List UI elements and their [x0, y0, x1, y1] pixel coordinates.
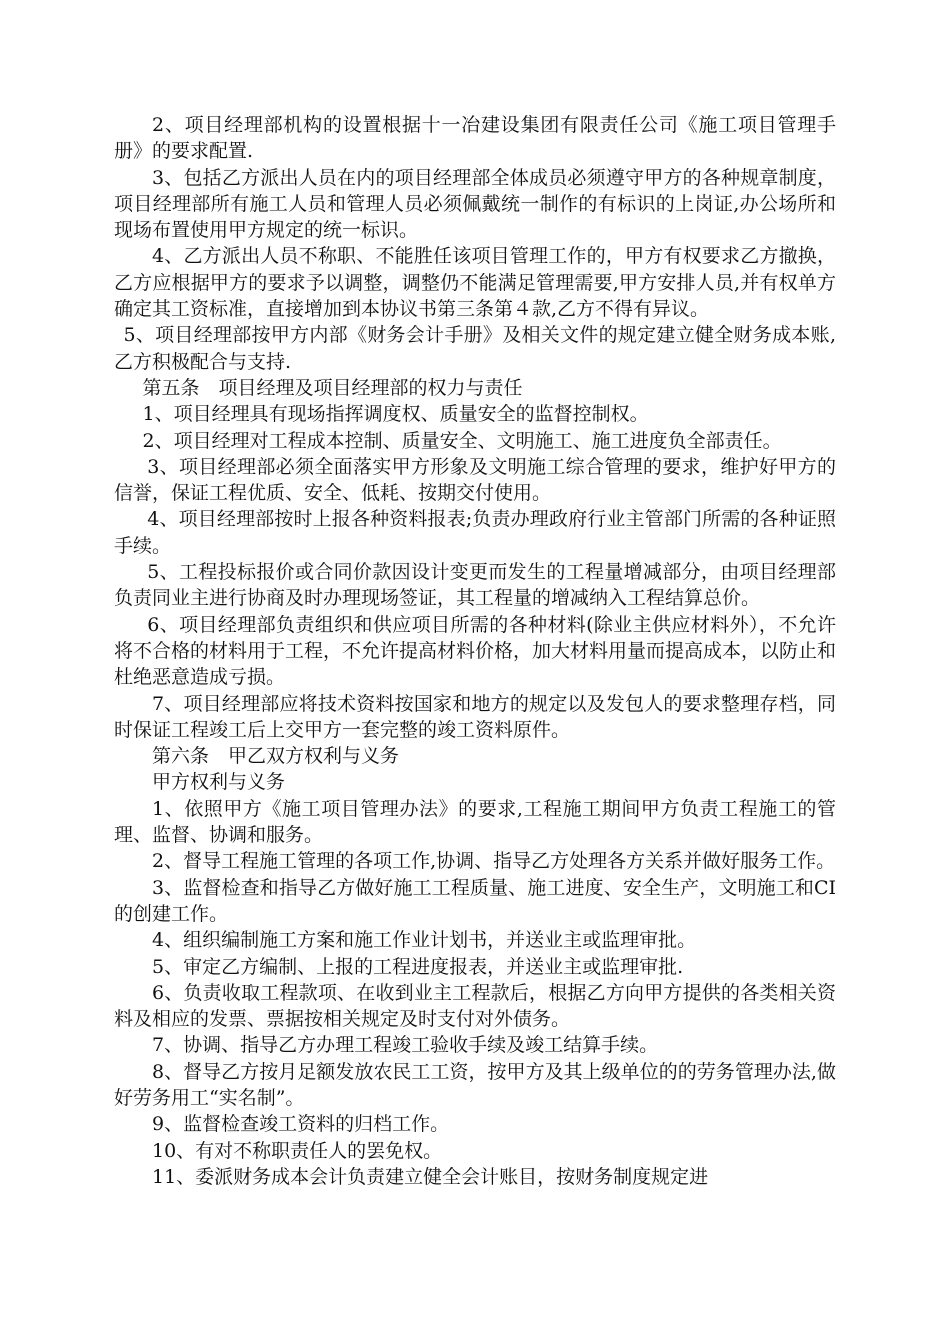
paragraph-4-3: 3、包括乙方派出人员在内的项目经理部全体成员必须遵守甲方的各种规章制度，项目经理部所有施工人员和管理人员必须佩戴统一制作的有标识的上岗证,办公场所和现场布置使用甲方规定的统一标识。	[114, 166, 836, 242]
paragraph-6-4: 4、组织编制施工方案和施工作业计划书，并送业主或监理审批。	[152, 929, 697, 952]
paragraph-5-3: 3、项目经理部必须全面落实甲方形象及文明施工综合管理的要求，维护好甲方的信誉，保证工程优质、安全、低耗、按期交付使用。	[114, 455, 836, 505]
paragraph-6-2: 2、督导工程施工管理的各项工作,协调、指导乙方处理各方关系并做好服务工作。	[152, 850, 836, 873]
paragraph-6-8: 8、督导乙方按月足额发放农民工工资，按甲方及其上级单位的的劳务管理办法,做好劳务用工“实名制”。	[114, 1060, 836, 1109]
paragraph-6-9: 9、监督检查竣工资料的归档工作。	[152, 1113, 450, 1136]
paragraph-6-5: 5、审定乙方编制、上报的工程进度报表，并送业主或监理审批.	[152, 955, 684, 978]
paragraph-6-10: 10、有对不称职责任人的罢免权。	[152, 1139, 443, 1162]
article-6-heading: 第六条 甲乙双方权利与义务	[152, 745, 400, 768]
paragraph-5-4: 4、项目经理部按时上报各种资料报表;负责办理政府行业主管部门所需的各种证照手续。	[114, 508, 836, 557]
paragraph-5-7: 7、项目经理部应将技术资料按国家和地方的规定以及发包人的要求整理存档，同时保证工程竣工后上交甲方一套完整的竣工资料原件。	[114, 692, 836, 741]
paragraph-4-4: 4、乙方派出人员不称职、不能胜任该项目管理工作的，甲方有权要求乙方撤换，乙方应根据甲方的要求予以调整，调整仍不能满足管理需要,甲方安排人员,并有权单方确定其工资标准，直接增加到本协议书第三条第４款,乙方不得有异议。	[114, 245, 836, 321]
paragraph-6-6: 6、负责收取工程款项、在收到业主工程款后，根据乙方向甲方提供的各类相关资料及相应的发票、票据按相关规定及时支付对外债务。	[114, 981, 836, 1031]
paragraph-6-1: 1、依照甲方《施工项目管理办法》的要求,工程施工期间甲方负责工程施工的管理、监督、协调和服务。	[114, 797, 836, 847]
paragraph-6-11: 11、委派财务成本会计负责建立健全会计账目，按财务制度规定进	[152, 1165, 709, 1188]
document-page	[114, 112, 836, 1190]
paragraph-5-5: 5、工程投标报价或合同价款因设计变更而发生的工程量增减部分，由项目经理部负责同业主进行协商及时办理现场签证，其工程量的增减纳入工程结算总价。	[114, 561, 836, 610]
paragraph-5-1: 1、项目经理具有现场指挥调度权、质量安全的监督控制权。	[142, 403, 649, 426]
paragraph-4-5: 5、项目经理部按甲方内部《财务会计手册》及相关文件的规定建立健全财务成本账,乙方积极配合与支持.	[114, 324, 836, 373]
paragraph-5-6: 6、项目经理部负责组织和供应项目所需的各种材料(除业主供应材料外），不允许将不合格的材料用于工程，不允许提高材料价格，加大材料用量而提高成本，以防止和杜绝恶意造成亏损。	[114, 613, 837, 689]
paragraph-5-2: 2、项目经理对工程成本控制、质量安全、文明施工、施工进度负全部责任。	[142, 429, 782, 452]
paragraph-6-7: 7、协调、指导乙方办理工程竣工验收手续及竣工结算手续。	[152, 1034, 659, 1057]
article-5-heading: 第五条 项目经理及项目经理部的权力与责任	[142, 376, 523, 399]
party-a-heading: 甲方权利与义务	[152, 771, 286, 794]
paragraph-6-3: 3、监督检查和指导乙方做好施工工程质量、施工进度、安全生产，文明施工和CI的创建工作。	[114, 876, 836, 925]
paragraph-4-2: 2、项目经理部机构的设置根据十一冶建设集团有限责任公司《施工项目管理手册》的要求配置.	[114, 114, 836, 163]
